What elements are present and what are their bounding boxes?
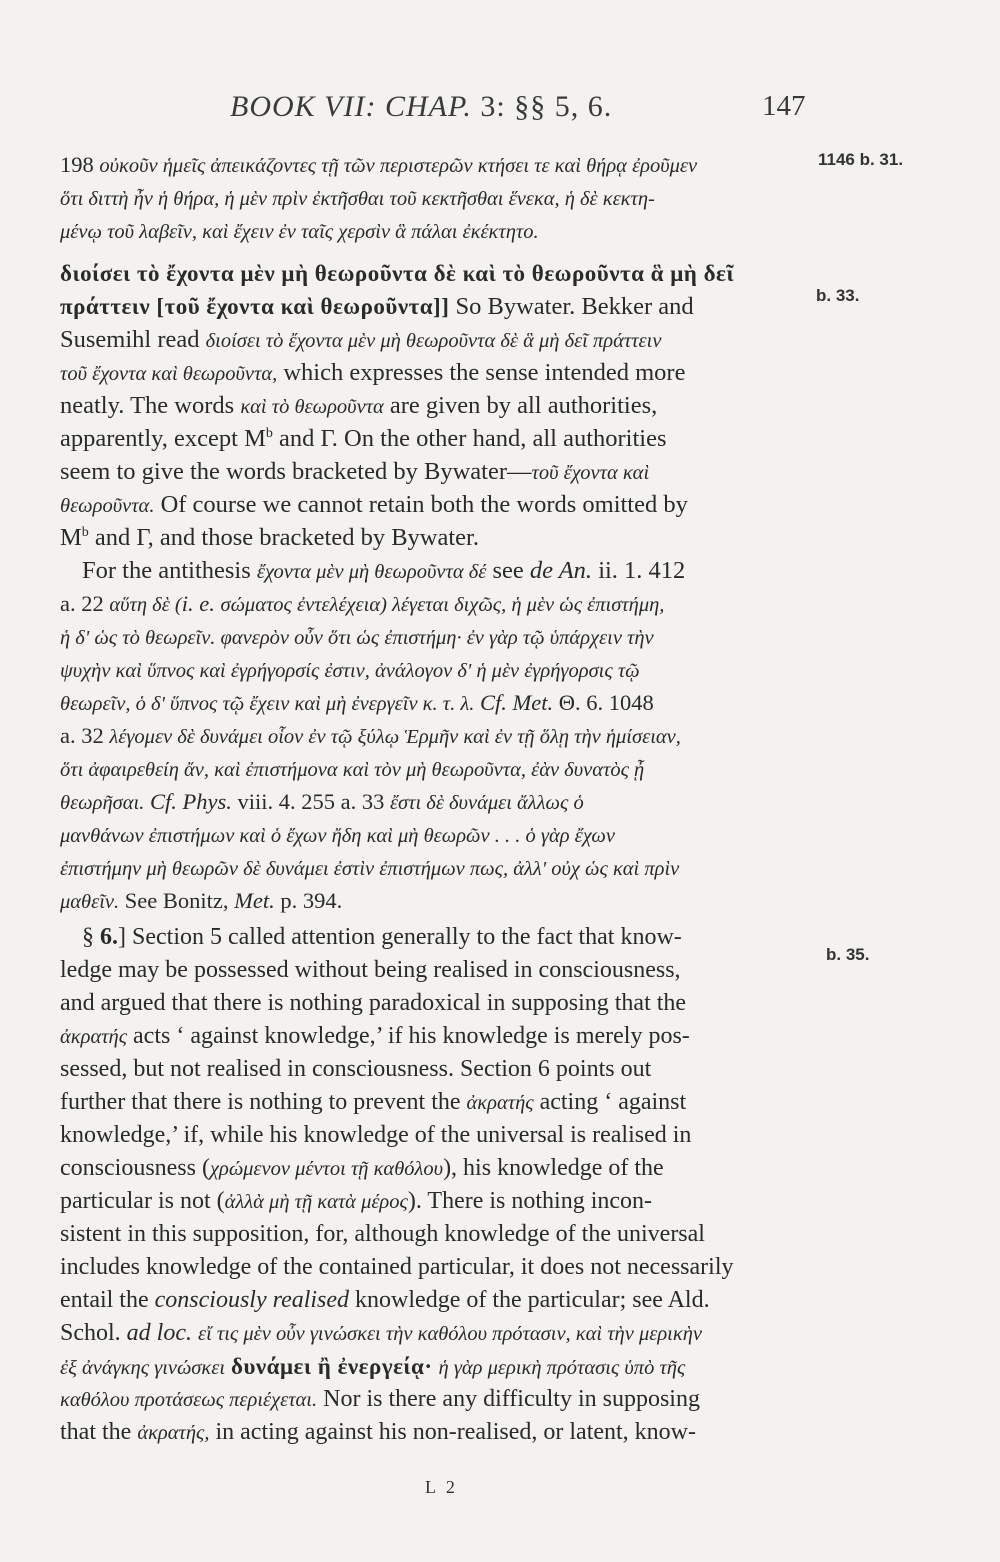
text-line: μανθάνων ἐπιστήμων καὶ ὁ ἔχων ἤδη καὶ μὴ θεωρῶν . . . ὁ γὰρ ἔχων: [60, 825, 615, 847]
antithesis-paragraph: [60, 554, 825, 917]
text-line: entail the consciously realised knowledge of the particular; see Ald.: [60, 1287, 710, 1313]
text-line: sistent in this supposition, for, although knowledge of the universal: [60, 1221, 705, 1247]
text-line: Schol. ad loc. εἴ τις μὲν οὖν γινώσκει τὴν καθόλου πρότασιν, καὶ τὴν μερικὴν: [60, 1320, 702, 1346]
main-text: [60, 148, 825, 1449]
text-line: seem to give the words bracketed by Bywater—τοῦ ἔχοντα καὶ: [60, 458, 650, 485]
note-b33: [60, 257, 825, 554]
text-line: ἡ δ' ὡς τὸ θεωρεῖν. φανερὸν οὖν ὅτι ὡς ἐπιστήμη· ἐν γὰρ τῷ ὑπάρχειν τὴν: [60, 627, 654, 649]
text-line: θεωροῦντα. Of course we cannot retain both the words omitted by: [60, 491, 688, 518]
text-line: includes knowledge of the contained particular, it does not necessarily: [60, 1254, 734, 1280]
text-line: ἐξ ἀνάγκης γινώσκει δυνάμει ἢ ἐνεργείᾳ· ἡ γὰρ μερικὴ πρότασις ὑπὸ τῆς: [60, 1354, 686, 1379]
text-line: apparently, except $M^b$ and Γ. On the other hand, all authorities: [60, 425, 667, 452]
text-line: τοῦ ἔχοντα καὶ θεωροῦντα, which expresses the sense intended more: [60, 359, 686, 386]
text-line: consciousness (χρώμενον μέντοι τῇ καθόλου), his knowledge of the: [60, 1155, 664, 1181]
text-line: ledge may be possessed without being realised in consciousness,: [60, 957, 681, 983]
text-line: καθόλου προτάσεως περιέχεται. Nor is there any difficulty in supposing: [60, 1386, 700, 1412]
text-line: ἀκρατής acts ‘ against knowledge,’ if his knowledge is merely pos-: [60, 1023, 690, 1049]
text-line: 198 οὐκοῦν ἡμεῖς ἀπεικάζοντες τῇ τῶν περιστερῶν κτήσει τε καὶ θήρᾳ ἐροῦμεν: [60, 152, 698, 177]
text-line: ὅτι ἀφαιρεθείη ἄν, καὶ ἐπιστήμονα καὶ τὸν μὴ θεωροῦντα, ἐὰν δυνατὸς ᾖ: [60, 759, 645, 781]
text-line: further that there is nothing to prevent the ἀκρατής acting ‘ against: [60, 1089, 687, 1115]
text-line: ὅτι διττὴ ἦν ἡ θήρα, ἡ μὲν πρὶν ἐκτῆσθαι τοῦ κεκτῆσθαι ἕνεκα, ἡ δὲ κεκτη-: [60, 188, 655, 210]
text-line: that the ἀκρατής, in acting against his non-realised, or latent, know-: [60, 1419, 697, 1445]
page-header: [0, 82, 1000, 132]
quotation-198: [60, 148, 825, 247]
running-head-title: BOOK VII: CHAP.: [230, 90, 472, 123]
text-line: θεωρεῖν, ὁ δ' ὕπνος τῷ ἔχειν καὶ μὴ ἐνεργεῖν κ. τ. λ. Cf. Met. Θ. 6. 1048: [60, 690, 654, 715]
text-line: For the antithesis ἔχοντα μὲν μὴ θεωροῦντα δέ see de An. ii. 1. 412: [82, 557, 686, 584]
running-head-section: 3: §§ 5, 6.: [480, 90, 613, 123]
text-line: Susemihl read διοίσει τὸ ἔχοντα μὲν μὴ θεωροῦντα δὲ ἃ μὴ δεῖ πράττειν: [60, 326, 662, 353]
text-line: and argued that there is nothing paradoxical in supposing that the: [60, 990, 687, 1016]
text-line: knowledge,’ if, while his knowledge of the universal is realised in: [60, 1122, 692, 1148]
margin-ref-b33: b. 33.: [816, 286, 860, 305]
paragraph-number: 198: [60, 152, 94, 177]
running-head: [230, 90, 612, 124]
text-line: ψυχὴν καὶ ὕπνος καὶ ἐγρήγορσίς ἐστιν, ἀνάλογον δ' ἡ μὲν ἐγρήγορσις τῷ: [60, 660, 640, 682]
section-6-note: [60, 921, 825, 1449]
text-line: θεωρῆσαι. Cf. Phys. viii. 4. 255 a. 33 ἔστι δὲ δυνάμει ἄλλως ὁ: [60, 789, 584, 814]
text-line: particular is not (ἀλλὰ μὴ τῇ κατὰ μέρος). There is nothing incon-: [60, 1188, 653, 1214]
signature-mark: L 2: [425, 1477, 458, 1497]
margin-ref-b35: b. 35.: [826, 945, 870, 964]
text-line: neatly. The words καὶ τὸ θεωροῦντα are given by all authorities,: [60, 392, 658, 419]
text-line: sessed, but not realised in consciousness. Section 6 points out: [60, 1056, 652, 1082]
text-line: a. 32 λέγομεν δὲ δυνάμει οἷον ἐν τῷ ξύλῳ Ἑρμῆν καὶ ἐν τῇ ὅλῃ τὴν ἡμίσειαν,: [60, 723, 681, 748]
text-line: $M^b$ and Γ, and those bracketed by Bywater.: [60, 524, 479, 551]
text-line: μαθεῖν. See Bonitz, Met. p. 394.: [60, 888, 343, 913]
lemma-line: διοίσει τὸ ἔχοντα μὲν μὴ θεωροῦντα δὲ καὶ τὸ θεωροῦντα ἃ μὴ δεῖ: [60, 261, 734, 286]
text-line: μένῳ τοῦ λαβεῖν, καὶ ἔχειν ἐν ταῖς χερσὶν ἃ πάλαι ἐκέκτητο.: [60, 221, 539, 243]
text-line: ἐπιστήμην μὴ θεωρῶν δὲ δυνάμει ἐστὶν ἐπιστήμων πως, ἀλλ' οὐχ ὡς καὶ πρὶν: [60, 858, 680, 880]
text-line: § 6.] Section 5 called attention generally to the fact that know-: [82, 924, 682, 950]
page-number: 147: [762, 90, 806, 122]
margin-ref-b31: 1146 b. 31.: [818, 150, 904, 169]
text-line: πράττειν [τοῦ ἔχοντα καὶ θεωροῦντα]] So Bywater. Bekker and: [60, 293, 694, 320]
text-line: a. 22 αὕτη δὲ (i. e. σώματος ἐντελέχεια) λέγεται διχῶς, ἡ μὲν ὡς ἐπιστήμη,: [60, 591, 665, 616]
section-number: 6.: [100, 924, 118, 950]
